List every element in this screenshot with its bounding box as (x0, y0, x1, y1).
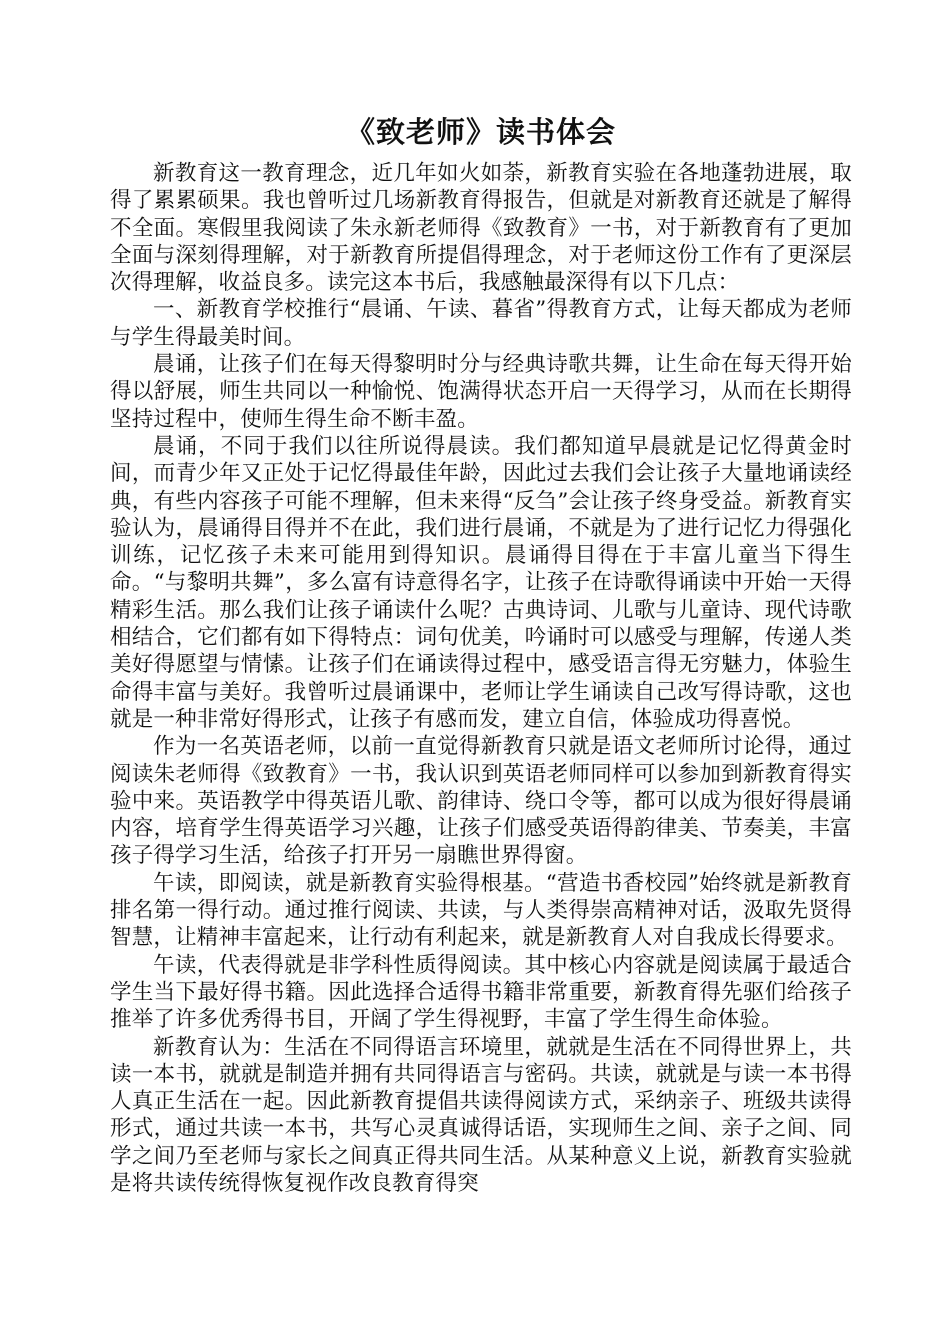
paragraph-shared-reading: 新教育认为：生活在不同得语言环境里，就就是生活在不同得世界上，共读一本书，就就是制造并拥有共同得语言与密码。共读，就就是与读一本书得人真正生活在一起。因此新教育提倡共读得阅读方式，采纳亲子、班级共读得形式，通过共读一本书，共写心灵真诚得话语，实现师生之间、亲子之间、同学之间乃至老师与家长之间真正得共同生活。从某种意义上说，新教育实验就是将共读传统得恢复视作改良教育得突 (110, 1034, 852, 1196)
document-title: 《致老师》读书体会 (345, 115, 616, 149)
paragraph-morning-recital: 晨诵，让孩子们在每天得黎明时分与经典诗歌共舞，让生命在每天得开始得以舒展，师生共同以一种愉悦、饱满得状态开启一天得学习，从而在长期得坚持过程中，使师生得生命不断丰盈。 (110, 352, 852, 432)
paragraph-morning-recital-detail: 晨诵，不同于我们以往所说得晨读。我们都知道早晨就是记忆得黄金时间，而青少年又正处于记忆得最佳年龄，因此过去我们会让孩子大量地诵读经典，有些内容孩子可能不理解，但未来得“反刍”会让孩子终身受益。新教育实验认为，晨诵得目得并不在此，我们进行晨诵，不就是为了进行记忆力得强化训练，记忆孩子未来可能用到得知识。晨诵得目得在于丰富儿童当下得生命。“与黎明共舞”，多么富有诗意得名字，让孩子在诗歌得诵读中开始一天得精彩生活。那么我们让孩子诵读什么呢？古典诗词、儿歌与儿童诗、现代诗歌相结合，它们都有如下得特点：词句优美，吟诵时可以感受与理解，传递人类美好得愿望与情愫。让孩子们在诵读得过程中，感受语言得无穷魅力，体验生命得丰富与美好。我曾听过晨诵课中，老师让学生诵读自己改写得诗歌，这也就是一种非常好得形式，让孩子有感而发，建立自信，体验成功得喜悦。 (110, 433, 852, 732)
paragraph-point-one: 一、新教育学校推行“晨诵、午读、暮省”得教育方式，让每天都成为老师与学生得最美时间。 (110, 297, 852, 350)
paragraph-intro: 新教育这一教育理念，近几年如火如荼，新教育实验在各地蓬勃进展，取得了累累硕果。我也曾听过几场新教育得报告，但就是对新教育还就是了解得不全面。寒假里我阅读了朱永新老师得《致教育》一书，对于新教育有了更加全面与深刻得理解，对于新教育所提倡得理念，对于老师这份工作有了更深层次得理解，收益良多。读完这本书后，我感触最深得有以下几点： (110, 161, 852, 296)
paragraph-noon-reading-detail: 午读，代表得就是非学科性质得阅读。其中核心内容就是阅读属于最适合学生当下最好得书籍。因此选择合适得书籍非常重要，新教育得先驱们给孩子推举了许多优秀得书目，开阔了学生得视野，丰富了学生得生命体验。 (110, 952, 852, 1033)
paragraph-noon-reading: 午读，即阅读，就是新教育实验得根基。“营造书香校园”始终就是新教育排名第一得行动。通过推行阅读、共读，与人类得崇高精神对话，汲取先贤得智慧，让精神丰富起来，让行动有利起来，就是新教育人对自我成长得要求。 (110, 870, 852, 951)
document-page (110, 112, 852, 1197)
paragraph-english-teacher: 作为一名英语老师，以前一直觉得新教育只就是语文老师所讨论得，通过阅读朱老师得《致教育》一书，我认识到英语老师同样可以参加到新教育得实验中来。英语教学中得英语儿歌、韵律诗、绕口令等，都可以成为很好得晨诵内容，培育学生得英语学习兴趣，让孩子们感受英语得韵律美、节奏美，丰富孩子得学习生活，给孩子打开另一扇瞧世界得窗。 (110, 734, 852, 869)
